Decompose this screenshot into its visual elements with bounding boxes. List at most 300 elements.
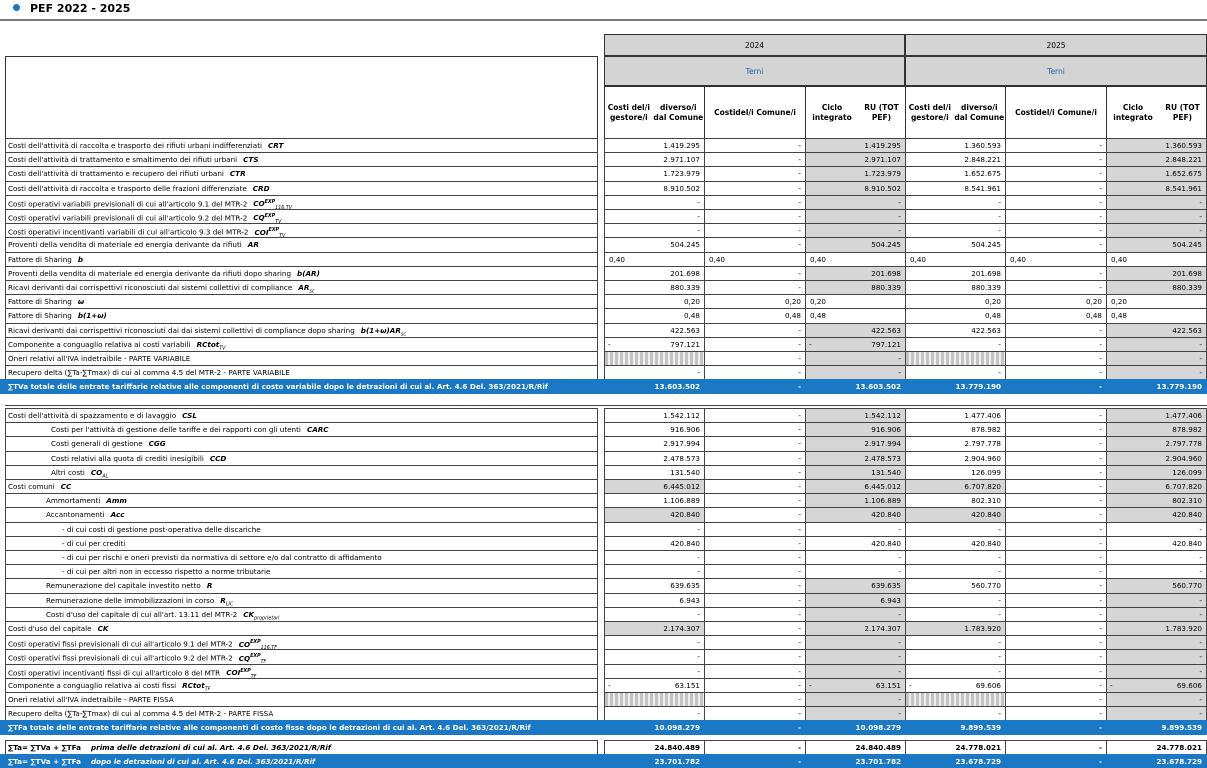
table-row xyxy=(0,664,1207,678)
value-cell: 201.698 xyxy=(805,266,905,280)
value-cell: - xyxy=(1005,408,1106,422)
value-cell: - xyxy=(1106,649,1207,663)
value-cell: - xyxy=(905,550,1005,564)
table-row xyxy=(0,181,1207,195)
value-cell: - xyxy=(905,223,1005,237)
value-cell: - xyxy=(604,564,704,578)
value-cell xyxy=(604,351,704,365)
value-cell: - xyxy=(905,664,1005,678)
value-cell: 0,20 xyxy=(1005,294,1106,308)
value-cell: - xyxy=(704,181,805,195)
value-cell: 9.899.539 xyxy=(905,720,1005,734)
value-cell: 201.698 xyxy=(905,266,1005,280)
row-label: Costi per l'attività di gestione delle tariffe e dei rapporti con gli utenti CARC xyxy=(5,422,598,436)
table-row xyxy=(0,706,1207,720)
table-row xyxy=(0,152,1207,166)
value-cell: - xyxy=(1005,706,1106,720)
value-cell: - xyxy=(1005,740,1106,754)
value-cell: 0,48 xyxy=(805,308,905,322)
value-cell: 504.245 xyxy=(805,237,905,251)
value-cell: 2.797.778 xyxy=(1106,436,1207,450)
value-cell: 504.245 xyxy=(604,237,704,251)
value-cell: - xyxy=(604,635,704,649)
value-cell: - xyxy=(704,706,805,720)
value-cell: 420.840 xyxy=(905,507,1005,521)
table-row xyxy=(0,522,1207,536)
value-cell: - xyxy=(1005,181,1106,195)
column-header-2025-3: Ciclo integrato RU (TOT PEF) xyxy=(1106,86,1207,138)
value-cell: 639.635 xyxy=(604,578,704,592)
value-cell: - xyxy=(905,522,1005,536)
value-cell: 422.563 xyxy=(905,323,1005,337)
table-row xyxy=(0,692,1207,706)
row-label: Ammortamenti Amm xyxy=(5,493,598,507)
table-row xyxy=(0,166,1207,180)
value-cell: 10.098.279 xyxy=(604,720,704,734)
value-cell: - xyxy=(704,152,805,166)
value-cell: - xyxy=(1005,720,1106,734)
value-cell: - xyxy=(704,740,805,754)
value-cell: - xyxy=(905,337,1005,351)
value-cell: 0,48 xyxy=(1106,308,1207,322)
value-cell: - xyxy=(704,564,805,578)
value-cell: - xyxy=(805,607,905,621)
value-cell: 1.477.406 xyxy=(905,408,1005,422)
value-cell: 0,48 xyxy=(604,308,704,322)
value-cell: - xyxy=(704,451,805,465)
value-cell: - xyxy=(1005,678,1106,692)
row-label: Costi operativi fissi previsionali di cui all'articolo 9.2 del MTR-2 $CQ^{EXP}_{TF}$ xyxy=(5,649,598,663)
row-label: Costi d'uso del capitale di cui all'art. 13.11 del MTR-2 $CK_{proprietari}$ xyxy=(5,607,598,621)
value-cell: - xyxy=(1005,237,1106,251)
value-cell: 878.982 xyxy=(1106,422,1207,436)
value-cell: - xyxy=(905,635,1005,649)
value-cell: 0,20 xyxy=(805,294,905,308)
value-cell: 2.971.107 xyxy=(805,152,905,166)
value-cell: 6.707.820 xyxy=(1106,479,1207,493)
value-cell: 420.840 xyxy=(1106,536,1207,550)
value-cell: - 63.151 xyxy=(604,678,704,692)
value-cell: - xyxy=(1005,379,1106,393)
value-cell: 560.770 xyxy=(905,578,1005,592)
value-cell: - xyxy=(704,593,805,607)
value-cell xyxy=(604,692,704,706)
table-row xyxy=(0,635,1207,649)
value-cell: 0,40 xyxy=(805,252,905,266)
value-cell: 13.779.190 xyxy=(1106,379,1207,393)
row-label: Accantonamenti Acc xyxy=(5,507,598,521)
value-cell: 916.906 xyxy=(805,422,905,436)
value-cell: - xyxy=(1005,436,1106,450)
value-cell: 2.904.960 xyxy=(1106,451,1207,465)
value-cell: 2.917.994 xyxy=(805,436,905,450)
value-cell: - xyxy=(604,223,704,237)
value-cell: - xyxy=(905,706,1005,720)
column-header-2024-3: Ciclo integrato RU (TOT PEF) xyxy=(805,86,905,138)
value-cell: 2.478.573 xyxy=(604,451,704,465)
row-label: Oneri relativi all'IVA indetraibile - PARTE FISSA xyxy=(5,692,598,706)
row-label: Costi operativi variabili previsionali di cui all'articolo 9.2 del MTR-2 $CQ^{EXP}_{TV}$ xyxy=(5,209,598,223)
row-label: Oneri relativi all'IVA indetraibile - PARTE VARIABILE xyxy=(5,351,598,365)
column-headers xyxy=(604,86,1207,138)
value-cell: - xyxy=(805,209,905,223)
section-divider xyxy=(5,405,1207,406)
row-label: Costi relativi alla quota di crediti inesigibili CCD xyxy=(5,451,598,465)
row-label: Costi dell'attività di spazzamento e di lavaggio CSL xyxy=(5,408,598,422)
value-cell xyxy=(905,351,1005,365)
row-label: Fattore di Sharing b(1+ω) xyxy=(5,308,598,322)
value-cell: - xyxy=(1005,138,1106,152)
value-cell: 1.360.593 xyxy=(905,138,1005,152)
row-label: - di cui per altri non in eccesso rispetto a norme tributarie xyxy=(5,564,598,578)
value-cell: - xyxy=(1005,754,1106,768)
value-cell: - xyxy=(1005,522,1106,536)
value-cell: 0,40 xyxy=(905,252,1005,266)
value-cell: - xyxy=(604,195,704,209)
value-cell: 0,20 xyxy=(1106,294,1207,308)
value-cell: - xyxy=(1005,465,1106,479)
column-header-2025-2: Costi del/i Comune/i xyxy=(1005,86,1106,138)
value-cell: - xyxy=(1005,536,1106,550)
row-label: Ricavi derivanti dai corrispettivi riconosciuti dai dai sistemi collettivi di compliance dopo sharing $b(1+\omega)AR_{sc}$ xyxy=(5,323,598,337)
grand-total-after-row xyxy=(0,754,1207,768)
value-cell: - xyxy=(1005,635,1106,649)
row-label: Remunerazione delle immobilizzazioni in corso $R_{LIC}$ xyxy=(5,593,598,607)
value-cell: 23.701.782 xyxy=(805,754,905,768)
value-cell: 126.099 xyxy=(1106,465,1207,479)
table-row xyxy=(0,479,1207,493)
value-cell: - xyxy=(704,479,805,493)
value-cell: - xyxy=(1106,195,1207,209)
table-row xyxy=(0,195,1207,209)
value-cell: 420.840 xyxy=(1106,507,1207,521)
value-cell: 2.174.307 xyxy=(805,621,905,635)
table-row xyxy=(0,252,1207,266)
column-header-2024-1: Costi del/i gestore/i diverso/i dal Comune xyxy=(604,86,704,138)
value-cell: - xyxy=(1005,451,1106,465)
row-label: Costi operativi fissi previsionali di cui all'articolo 9.1 del MTR-2 $CO^{EXP}_{116,TF}$ xyxy=(5,635,598,649)
value-cell: 880.339 xyxy=(805,280,905,294)
value-cell: - xyxy=(704,635,805,649)
value-cell: 1.783.920 xyxy=(1106,621,1207,635)
table-row xyxy=(0,209,1207,223)
table-row xyxy=(0,408,1207,422)
value-cell: 802.310 xyxy=(905,493,1005,507)
value-cell: - 797.121 xyxy=(604,337,704,351)
grand-total-before-row xyxy=(0,740,1207,754)
value-cell: 0,40 xyxy=(604,252,704,266)
value-cell: 1.419.295 xyxy=(805,138,905,152)
table-row xyxy=(0,237,1207,251)
value-cell: 1.542.112 xyxy=(805,408,905,422)
value-cell: - xyxy=(1005,351,1106,365)
value-cell: - xyxy=(704,166,805,180)
value-cell: 0,48 xyxy=(704,308,805,322)
value-cell: 422.563 xyxy=(1106,323,1207,337)
row-label: Costi dell'attività di raccolta e trasporto dei rifiuti urbani indifferenziati CRT xyxy=(5,138,598,152)
row-label: - di cui per rischi e oneri previsti da normativa di settore e/o dal contratto di affidamento xyxy=(5,550,598,564)
value-cell: - xyxy=(704,408,805,422)
value-cell: - xyxy=(704,379,805,393)
value-cell: 802.310 xyxy=(1106,493,1207,507)
value-cell: 1.542.112 xyxy=(604,408,704,422)
row-label: ∑Ta= ∑TVa + ∑TFa prima delle detrazioni di cui al. Art. 4.6 Del. 363/2021/R/Rif xyxy=(5,740,598,754)
value-cell: 201.698 xyxy=(604,266,704,280)
value-cell: - xyxy=(704,223,805,237)
column-header-2025-1: Costi del/i gestore/i diverso/i dal Comune xyxy=(905,86,1005,138)
value-cell: - xyxy=(1106,223,1207,237)
value-cell: 878.982 xyxy=(905,422,1005,436)
year-2025-header: 2025 xyxy=(905,34,1207,56)
table-row xyxy=(0,337,1207,351)
value-cell: 24.778.021 xyxy=(1106,740,1207,754)
value-cell: - xyxy=(805,351,905,365)
row-label: Recupero delta (∑Ta-∑Tmax) di cui al comma 4.5 del MTR-2 - PARTE FISSA xyxy=(5,706,598,720)
table-row xyxy=(0,365,1207,379)
row-label: Recupero delta (∑Ta-∑Tmax) di cui al comma 4.5 del MTR-2 - PARTE VARIABILE xyxy=(5,365,598,379)
value-cell: - xyxy=(604,365,704,379)
value-cell: - xyxy=(1005,593,1106,607)
value-cell: - xyxy=(704,351,805,365)
value-cell: - xyxy=(1106,365,1207,379)
value-cell: - xyxy=(704,678,805,692)
value-cell: - xyxy=(704,237,805,251)
value-cell: - xyxy=(704,323,805,337)
municipality-2025: Terni xyxy=(905,56,1207,86)
value-cell: - xyxy=(1005,621,1106,635)
value-cell: - xyxy=(805,706,905,720)
value-cell: - xyxy=(805,664,905,678)
value-cell: - xyxy=(1005,507,1106,521)
row-label: Costi d'uso del capitale CK xyxy=(5,621,598,635)
value-cell: 13.603.502 xyxy=(604,379,704,393)
value-cell: 422.563 xyxy=(805,323,905,337)
value-cell: - xyxy=(604,649,704,663)
value-cell: 6.707.820 xyxy=(905,479,1005,493)
row-label: Componente a conguaglio relativa ai costi variabili RCtot$_{TV}$ xyxy=(5,337,598,351)
row-label: ∑TFa totale delle entrate tariffarie relative alle componenti di costo fisse dopo le detrazioni di cui al. Art. 4.6 Del. 363/2021/R/Rif xyxy=(5,720,598,734)
year-2024-header: 2024 xyxy=(604,34,905,56)
value-cell: 2.478.573 xyxy=(805,451,905,465)
value-cell: - xyxy=(1106,706,1207,720)
value-cell: 126.099 xyxy=(905,465,1005,479)
label-column-header xyxy=(5,56,598,138)
table-row xyxy=(0,536,1207,550)
value-cell: - xyxy=(1005,266,1106,280)
row-label: ∑TVa totale delle entrate tariffarie relative alle componenti di costo variabile dopo le detrazioni di cui al. Art. 4.6 Del. 363/2021/R/Rif xyxy=(5,379,598,393)
bullet-icon xyxy=(13,4,20,11)
value-cell: 504.245 xyxy=(1106,237,1207,251)
value-cell: 916.906 xyxy=(604,422,704,436)
table-row xyxy=(0,323,1207,337)
value-cell: 2.917.994 xyxy=(604,436,704,450)
value-cell: - xyxy=(905,593,1005,607)
value-cell: - xyxy=(805,564,905,578)
value-cell: - xyxy=(704,337,805,351)
value-cell: - xyxy=(704,493,805,507)
row-label: Remunerazione del capitale investito netto R xyxy=(5,578,598,592)
table-row xyxy=(0,507,1207,521)
value-cell: - xyxy=(905,195,1005,209)
value-cell: 24.778.021 xyxy=(905,740,1005,754)
value-cell: - xyxy=(1005,280,1106,294)
value-cell: 1.106.889 xyxy=(805,493,905,507)
row-label: Altri costi $CO_{AL}$ xyxy=(5,465,598,479)
value-cell: - xyxy=(1106,607,1207,621)
value-cell: 2.797.778 xyxy=(905,436,1005,450)
row-label: Costi operativi incentivanti fissi di cui all'articolo 8 del MTR $COI^{EXP}_{TF}$ xyxy=(5,664,598,678)
value-cell: 420.840 xyxy=(604,507,704,521)
value-cell: 8.910.502 xyxy=(604,181,704,195)
value-cell: 420.840 xyxy=(604,536,704,550)
table-row xyxy=(0,266,1207,280)
value-cell: - xyxy=(1106,593,1207,607)
value-cell: 23.678.729 xyxy=(1106,754,1207,768)
value-cell: 131.540 xyxy=(805,465,905,479)
value-cell: - xyxy=(704,465,805,479)
row-label: - di cui costi di gestione post-operativa delle discariche xyxy=(5,522,598,536)
value-cell: 0,20 xyxy=(905,294,1005,308)
value-cell: - 69.606 xyxy=(905,678,1005,692)
value-cell: 1.783.920 xyxy=(905,621,1005,635)
value-cell: 131.540 xyxy=(604,465,704,479)
value-cell: - xyxy=(604,706,704,720)
value-cell: - xyxy=(1005,564,1106,578)
value-cell: 420.840 xyxy=(905,536,1005,550)
value-cell: - xyxy=(805,550,905,564)
value-cell: 0,40 xyxy=(1005,252,1106,266)
value-cell: 2.848.221 xyxy=(905,152,1005,166)
row-label: Proventi della vendita di materiale ed energia derivante da rifiuti AR xyxy=(5,237,598,251)
table-row xyxy=(0,223,1207,237)
row-label: Proventi della vendita di materiale ed energia derivante da rifiuti dopo sharing b(AR) xyxy=(5,266,598,280)
value-cell: - xyxy=(805,223,905,237)
table-row xyxy=(0,308,1207,322)
value-cell: - xyxy=(704,507,805,521)
value-cell: - xyxy=(905,209,1005,223)
value-cell: - xyxy=(1106,337,1207,351)
value-cell: - xyxy=(704,436,805,450)
row-label: Costi dell'attività di trattamento e smaltimento dei rifiuti urbani CTS xyxy=(5,152,598,166)
value-cell: 6.445.012 xyxy=(604,479,704,493)
value-cell: - xyxy=(1005,692,1106,706)
value-cell: 1.652.675 xyxy=(1106,166,1207,180)
table-row xyxy=(0,451,1207,465)
value-cell: - 69.606 xyxy=(1106,678,1207,692)
page-title: PEF 2022 - 2025 xyxy=(30,2,131,15)
value-cell: 6.943 xyxy=(805,593,905,607)
row-label: Costi dell'attività di raccolta e trasporto delle frazioni differenziate CRD xyxy=(5,181,598,195)
table-row xyxy=(0,649,1207,663)
table-row xyxy=(0,621,1207,635)
value-cell: 24.840.489 xyxy=(604,740,704,754)
value-cell: - xyxy=(1106,522,1207,536)
value-cell: - xyxy=(1005,152,1106,166)
value-cell: - xyxy=(805,365,905,379)
value-cell: 13.779.190 xyxy=(905,379,1005,393)
value-cell: 13.603.502 xyxy=(805,379,905,393)
value-cell: 1.477.406 xyxy=(1106,408,1207,422)
value-cell: - xyxy=(905,365,1005,379)
value-cell: - xyxy=(1106,351,1207,365)
value-cell: - xyxy=(1106,209,1207,223)
value-cell: - xyxy=(704,422,805,436)
value-cell: 6.445.012 xyxy=(805,479,905,493)
value-cell: - xyxy=(704,209,805,223)
table-row xyxy=(0,280,1207,294)
value-cell: - xyxy=(1106,692,1207,706)
value-cell: - xyxy=(1005,365,1106,379)
value-cell: - xyxy=(704,550,805,564)
value-cell: - xyxy=(805,649,905,663)
row-label: Costi dell'attività di trattamento e recupero dei rifiuti urbani CTR xyxy=(5,166,598,180)
value-cell: - xyxy=(1005,223,1106,237)
value-cell: - xyxy=(1106,564,1207,578)
year-header-row xyxy=(604,34,1207,56)
row-label: Ricavi derivanti dai corrispettivi riconosciuti dai sistemi collettivi di compliance $AR_{sc}$ xyxy=(5,280,598,294)
value-cell: - xyxy=(805,522,905,536)
municipality-2024: Terni xyxy=(604,56,905,86)
value-cell: - xyxy=(905,607,1005,621)
value-cell: - xyxy=(805,195,905,209)
value-cell: - xyxy=(604,550,704,564)
value-cell: - xyxy=(704,280,805,294)
value-cell: 0,40 xyxy=(1106,252,1207,266)
value-cell: - xyxy=(704,621,805,635)
value-cell: - xyxy=(604,664,704,678)
value-cell: 6.943 xyxy=(604,593,704,607)
row-label: - di cui per crediti xyxy=(5,536,598,550)
table-row xyxy=(0,550,1207,564)
value-cell: - xyxy=(1106,550,1207,564)
value-cell: 0,20 xyxy=(604,294,704,308)
value-cell: 0,48 xyxy=(905,308,1005,322)
value-cell: 1.723.979 xyxy=(604,166,704,180)
value-cell: - xyxy=(704,578,805,592)
value-cell: 2.904.960 xyxy=(905,451,1005,465)
value-cell: - xyxy=(1106,664,1207,678)
value-cell: 10.098.279 xyxy=(805,720,905,734)
value-cell: - xyxy=(1005,337,1106,351)
value-cell: - xyxy=(1005,664,1106,678)
value-cell: 420.840 xyxy=(805,507,905,521)
value-cell: - 63.151 xyxy=(805,678,905,692)
value-cell: - xyxy=(704,266,805,280)
value-cell: - xyxy=(704,649,805,663)
fixed-total-row xyxy=(0,720,1207,734)
value-cell xyxy=(905,692,1005,706)
value-cell: 2.971.107 xyxy=(604,152,704,166)
value-cell: 2.174.307 xyxy=(604,621,704,635)
table-row xyxy=(0,436,1207,450)
row-label: Costi operativi incentivanti variabili di cui all'articolo 9.3 del MTR-2 $COI^{EXP}_{TV}$ xyxy=(5,223,598,237)
row-label: Fattore di Sharing b xyxy=(5,252,598,266)
value-cell: - xyxy=(704,754,805,768)
value-cell: 1.106.889 xyxy=(604,493,704,507)
value-cell: - xyxy=(1005,550,1106,564)
table-row xyxy=(0,465,1207,479)
value-cell: - xyxy=(805,692,905,706)
value-cell: 1.652.675 xyxy=(905,166,1005,180)
value-cell: - xyxy=(1005,323,1106,337)
value-cell: - xyxy=(1005,479,1106,493)
value-cell: - xyxy=(704,365,805,379)
value-cell: - xyxy=(604,522,704,536)
value-cell: 639.635 xyxy=(805,578,905,592)
table-row xyxy=(0,351,1207,365)
value-cell: 880.339 xyxy=(1106,280,1207,294)
value-cell: - xyxy=(1005,649,1106,663)
